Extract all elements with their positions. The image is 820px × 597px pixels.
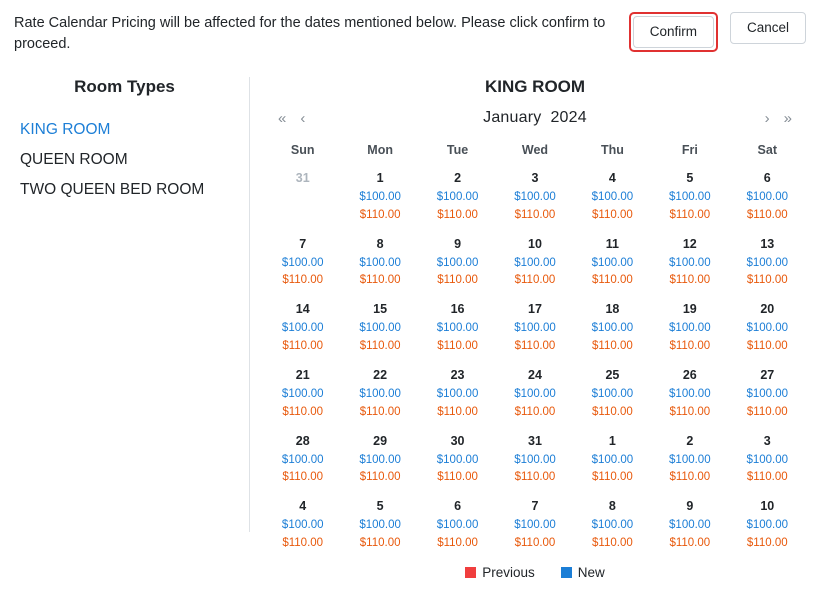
- new-rate: $100.00: [591, 519, 634, 532]
- weekday-header: Mon: [367, 143, 393, 158]
- day-number: 1: [608, 433, 616, 448]
- new-rate: $100.00: [669, 322, 711, 335]
- calendar-day-cell[interactable]: [651, 167, 728, 233]
- double-chevron-left-icon[interactable]: «: [278, 109, 287, 127]
- calendar-day-cell[interactable]: [419, 430, 496, 496]
- previous-rate: $110.00: [437, 405, 478, 418]
- new-rate: $100.00: [746, 453, 789, 466]
- previous-rate: $110.00: [437, 340, 478, 353]
- day-number: 26: [682, 367, 697, 382]
- calendar-day-cell[interactable]: [341, 495, 418, 561]
- new-rate: $100.00: [746, 191, 789, 204]
- previous-rate: $110.00: [514, 471, 556, 484]
- previous-rate: $110.00: [592, 340, 633, 353]
- new-rate: $100.00: [436, 322, 479, 335]
- day-number: 21: [295, 367, 310, 382]
- day-number: 7: [299, 236, 307, 251]
- previous-rate: $110.00: [359, 274, 401, 287]
- new-rate: $100.00: [281, 322, 324, 335]
- new-rate: $100.00: [436, 191, 479, 204]
- day-number: 8: [376, 236, 384, 251]
- new-rate: $100.00: [669, 453, 711, 466]
- calendar-day-cell[interactable]: [729, 430, 806, 496]
- day-number: 31: [528, 433, 542, 448]
- previous-rate: $110.00: [282, 340, 324, 353]
- calendar-day-cell[interactable]: [651, 495, 728, 561]
- weekday-header: Fri: [681, 143, 698, 158]
- new-rate: $100.00: [669, 191, 711, 204]
- day-number: 10: [528, 236, 542, 251]
- calendar-day-cell[interactable]: [574, 364, 651, 430]
- day-number: 8: [608, 499, 616, 514]
- calendar-day-cell[interactable]: [651, 233, 728, 299]
- calendar-day-cell[interactable]: [729, 364, 806, 430]
- new-rate: $100.00: [281, 256, 324, 269]
- calendar-day-cell[interactable]: [341, 167, 418, 233]
- new-rate: $100.00: [359, 256, 401, 269]
- new-rate: $100.00: [514, 453, 556, 466]
- day-number: 1: [376, 171, 384, 186]
- calendar-day-cell[interactable]: [729, 233, 806, 299]
- previous-rate: $110.00: [359, 405, 401, 418]
- previous-rate: $110.00: [746, 340, 788, 353]
- previous-rate: $110.00: [592, 405, 633, 418]
- day-number: 16: [450, 302, 465, 317]
- day-number: 3: [763, 433, 771, 448]
- previous-rate: $110.00: [514, 405, 556, 418]
- previous-rate: $110.00: [282, 405, 324, 418]
- new-rate: $100.00: [281, 519, 324, 532]
- calendar-legend: [264, 565, 806, 580]
- previous-rate: $110.00: [669, 208, 711, 221]
- new-rate: $100.00: [359, 387, 401, 400]
- day-number: 2: [686, 433, 694, 448]
- weekday-header: Wed: [521, 143, 549, 158]
- calendar-day-cell[interactable]: [264, 233, 341, 299]
- new-rate: $100.00: [591, 453, 634, 466]
- new-rate: $100.00: [746, 322, 789, 335]
- calendar-day-cell[interactable]: [419, 298, 496, 364]
- calendar-day-cell[interactable]: [574, 167, 651, 233]
- new-rate: $100.00: [436, 519, 479, 532]
- calendar-day-cell[interactable]: [264, 167, 341, 233]
- day-number: 27: [760, 367, 775, 382]
- calendar-day-cell[interactable]: [264, 298, 341, 364]
- calendar-day-cell[interactable]: [496, 167, 573, 233]
- weekday-header: Tue: [446, 143, 469, 158]
- calendar-day-cell[interactable]: [729, 495, 806, 561]
- calendar-day-cell[interactable]: [419, 233, 496, 299]
- calendar-week-row: [264, 430, 806, 496]
- previous-rate: $110.00: [437, 208, 478, 221]
- calendar-week-row: [264, 495, 806, 561]
- new-rate: $100.00: [359, 191, 401, 204]
- room-type-item-king-room[interactable]: KING ROOM: [20, 121, 111, 139]
- calendar-day-cell[interactable]: [496, 495, 573, 561]
- room-type-item-two-queen-bed-room[interactable]: TWO QUEEN BED ROOM: [20, 181, 205, 199]
- calendar-week-row: [264, 298, 806, 364]
- previous-rate: $110.00: [746, 274, 788, 287]
- calendar-day-cell[interactable]: [419, 364, 496, 430]
- calendar-day-cell[interactable]: [496, 364, 573, 430]
- calendar-week-row: [264, 364, 806, 430]
- day-number: 30: [450, 433, 465, 448]
- day-number: 2: [454, 171, 462, 186]
- previous-rate: $110.00: [746, 208, 788, 221]
- previous-rate: $110.00: [359, 471, 401, 484]
- weekday-header: Sat: [757, 143, 777, 158]
- calendar-day-cell[interactable]: [341, 430, 418, 496]
- new-rate: $100.00: [746, 387, 789, 400]
- previous-rate: $110.00: [669, 471, 711, 484]
- calendar-day-cell[interactable]: [574, 430, 651, 496]
- room-type-item-queen-room[interactable]: QUEEN ROOM: [20, 151, 128, 169]
- previous-rate: $110.00: [359, 340, 401, 353]
- confirm-button-highlight: [629, 12, 718, 52]
- day-number: 18: [605, 302, 620, 317]
- calendar-navigation: [264, 105, 806, 131]
- new-rate: $100.00: [514, 191, 556, 204]
- banner-message: Rate Calendar Pricing will be affected for the dates mentioned below. Please click confirm to proceed.: [14, 15, 606, 53]
- calendar-room-title: KING ROOM: [484, 77, 586, 97]
- new-rate: $100.00: [359, 322, 401, 335]
- previous-rate: $110.00: [746, 536, 788, 549]
- content-area: [0, 77, 820, 597]
- calendar-header-row: [264, 137, 806, 167]
- previous-rate: $110.00: [592, 471, 633, 484]
- day-number: 6: [763, 171, 771, 186]
- legend-label-previous: Previous: [482, 564, 535, 580]
- previous-rate: $110.00: [514, 274, 556, 287]
- new-rate: $100.00: [436, 453, 479, 466]
- previous-rate: $110.00: [669, 274, 711, 287]
- previous-rate: $110.00: [592, 536, 633, 549]
- calendar-week-row: [264, 233, 806, 299]
- legend-swatch-previous-icon: [465, 567, 476, 578]
- calendar-day-cell[interactable]: [341, 233, 418, 299]
- day-number: 13: [760, 236, 775, 251]
- new-rate: $100.00: [669, 519, 711, 532]
- day-number: 11: [605, 236, 619, 251]
- new-rate: $100.00: [281, 453, 324, 466]
- legend-item-previous: [465, 565, 535, 580]
- legend-label-new: New: [577, 564, 605, 580]
- day-number: 15: [373, 302, 388, 317]
- new-rate: $100.00: [591, 191, 634, 204]
- calendar-day-cell[interactable]: [264, 495, 341, 561]
- new-rate: $100.00: [746, 519, 789, 532]
- previous-rate: $110.00: [359, 208, 401, 221]
- chevron-left-icon[interactable]: ‹: [300, 109, 306, 127]
- new-rate: $100.00: [746, 256, 789, 269]
- new-rate: $100.00: [591, 256, 634, 269]
- day-number: 4: [299, 499, 307, 514]
- new-rate: $100.00: [436, 256, 479, 269]
- day-number: 31: [295, 171, 310, 186]
- day-number: 23: [450, 367, 465, 382]
- rate-calendar-table: [264, 137, 806, 561]
- day-number: 5: [686, 171, 694, 186]
- calendar-day-cell[interactable]: [574, 495, 651, 561]
- previous-rate: $110.00: [437, 471, 478, 484]
- calendar-body: [264, 167, 806, 561]
- new-rate: $100.00: [281, 387, 324, 400]
- legend-item-new: [561, 565, 605, 580]
- new-rate: $100.00: [669, 387, 711, 400]
- day-number: 6: [454, 499, 462, 514]
- day-number: 20: [760, 302, 775, 317]
- day-number: 25: [605, 367, 620, 382]
- day-number: 28: [295, 433, 310, 448]
- confirmation-banner: [0, 0, 820, 55]
- previous-rate: $110.00: [669, 405, 711, 418]
- calendar-day-cell[interactable]: [264, 364, 341, 430]
- day-number: 7: [531, 499, 539, 514]
- weekday-header: Thu: [600, 143, 624, 158]
- weekday-header: Sun: [290, 143, 315, 158]
- day-number: 5: [376, 499, 384, 514]
- calendar-year: 2024: [550, 109, 587, 127]
- previous-rate: $110.00: [592, 274, 633, 287]
- new-rate: $100.00: [514, 256, 556, 269]
- previous-rate: $110.00: [669, 340, 711, 353]
- new-rate: $100.00: [591, 322, 634, 335]
- previous-rate: $110.00: [359, 536, 401, 549]
- calendar-nav-right: [765, 111, 792, 126]
- day-number: 12: [682, 236, 697, 251]
- new-rate: $100.00: [514, 322, 556, 335]
- previous-rate: $110.00: [514, 340, 556, 353]
- previous-rate: $110.00: [592, 208, 633, 221]
- new-rate: $100.00: [591, 387, 634, 400]
- room-types-pane: [0, 77, 250, 532]
- day-number: 19: [682, 302, 697, 317]
- day-number: 14: [295, 302, 310, 317]
- day-number: 22: [373, 367, 388, 382]
- day-number: 4: [608, 171, 616, 186]
- calendar-nav-left: [278, 111, 305, 126]
- calendar-day-cell[interactable]: [341, 364, 418, 430]
- previous-rate: $110.00: [437, 536, 478, 549]
- previous-rate: $110.00: [514, 208, 556, 221]
- calendar-day-cell[interactable]: [496, 430, 573, 496]
- calendar-month-name: January: [483, 109, 542, 127]
- new-rate: $100.00: [514, 519, 556, 532]
- calendar-month-label: [483, 109, 587, 127]
- previous-rate: $110.00: [746, 471, 788, 484]
- calendar-week-row: [264, 167, 806, 233]
- calendar-day-cell[interactable]: [574, 233, 651, 299]
- calendar-day-cell[interactable]: [496, 298, 573, 364]
- calendar-day-cell[interactable]: [729, 298, 806, 364]
- day-number: 3: [531, 171, 539, 186]
- calendar-pane: [250, 77, 820, 597]
- calendar-day-cell[interactable]: [496, 233, 573, 299]
- calendar-day-cell[interactable]: [419, 495, 496, 561]
- calendar-day-cell[interactable]: [419, 167, 496, 233]
- new-rate: $100.00: [514, 387, 556, 400]
- double-chevron-right-icon[interactable]: »: [783, 109, 792, 127]
- previous-rate: $110.00: [437, 274, 478, 287]
- new-rate: $100.00: [669, 256, 711, 269]
- calendar-day-cell[interactable]: [341, 298, 418, 364]
- day-number: 24: [528, 367, 542, 382]
- day-number: 10: [760, 499, 775, 514]
- previous-rate: $110.00: [282, 274, 324, 287]
- calendar-day-cell[interactable]: [651, 364, 728, 430]
- previous-rate: $110.00: [282, 471, 324, 484]
- legend-swatch-new-icon: [561, 567, 572, 578]
- day-number: 29: [373, 433, 388, 448]
- calendar-day-cell[interactable]: [651, 298, 728, 364]
- calendar-day-cell[interactable]: [574, 298, 651, 364]
- new-rate: $100.00: [436, 387, 479, 400]
- day-number: 9: [454, 236, 462, 251]
- new-rate: $100.00: [359, 453, 401, 466]
- previous-rate: $110.00: [514, 536, 556, 549]
- confirm-button[interactable]: Confirm: [633, 16, 714, 48]
- calendar-day-cell[interactable]: [651, 430, 728, 496]
- new-rate: $100.00: [359, 519, 401, 532]
- previous-rate: $110.00: [669, 536, 711, 549]
- calendar-day-cell[interactable]: [264, 430, 341, 496]
- day-number: 17: [528, 302, 542, 317]
- cancel-button[interactable]: Cancel: [730, 12, 806, 44]
- previous-rate: $110.00: [282, 536, 324, 549]
- chevron-right-icon[interactable]: ›: [764, 109, 770, 127]
- day-number: 9: [686, 499, 694, 514]
- calendar-day-cell[interactable]: [729, 167, 806, 233]
- room-types-title: Room Types: [74, 77, 175, 97]
- previous-rate: $110.00: [746, 405, 788, 418]
- banner-actions: [629, 10, 806, 52]
